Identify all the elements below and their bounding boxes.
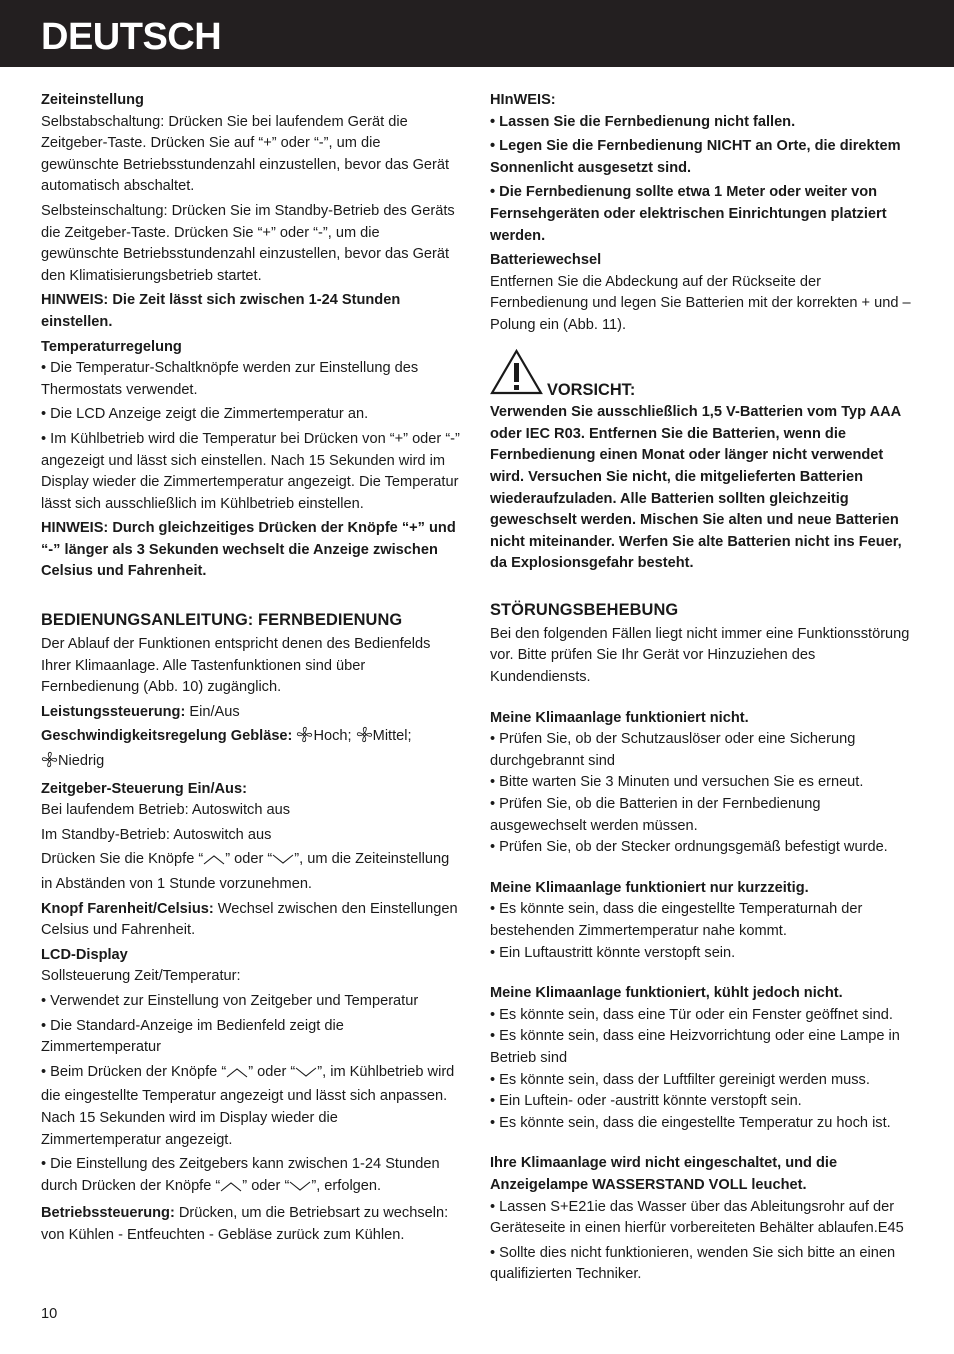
- chevron-down-icon: [272, 852, 294, 874]
- timer-line-2: Im Standby-Betrieb: Autoswitch aus: [41, 826, 272, 843]
- zeit-paragraph-2: Selbsteinschaltung: Drücken Sie im Standby-Betrieb des Geräts die Zeitgeber-Taste. Drücken Sie “+” oder “-”, um die gewünschte Betriebsstundenzahl einzustellen, bevor das Gerät den Klimatisierungsbetrieb startet.: [41, 202, 455, 284]
- problem-3-bullet: • Es könnte sein, dass die eingestellte Temperatur zu hoch ist.: [490, 1114, 891, 1131]
- problem-2-bullet: • Es könnte sein, dass die eingestellte Temperaturnah der bestehenden Zimmertemperatur nahe kommt.: [490, 901, 863, 939]
- language-title: DEUTSCH: [41, 16, 222, 58]
- fc-value: Wechsel zwischen den Einstellungen Celsius und Fahrenheit.: [41, 900, 458, 939]
- lcd-bullet-3: [41, 1062, 461, 1151]
- temp-heading: Temperaturregelung: [41, 338, 182, 355]
- problem-1-bullet: • Prüfen Sie, ob der Stecker ordnungsgemäß befestigt wurde.: [490, 839, 888, 856]
- right-column: [490, 90, 915, 1289]
- hinweis-bullet-3: • Die Fernbedienung sollte etwa 1 Meter oder weiter von Fernsehgeräten oder elektrischen Einrichtungen platziert werden.: [490, 184, 887, 244]
- left-column: [41, 90, 461, 1250]
- zeit-heading: Zeiteinstellung: [41, 92, 144, 108]
- chevron-down-icon: [289, 1179, 311, 1201]
- temp-bullet-1: • Die Temperatur-Schaltknöpfe werden zur Einstellung des Thermostats verwendet.: [41, 360, 419, 398]
- mode-line: [41, 1203, 461, 1246]
- battery-text: Entfernen Sie die Abdeckung auf der Rückseite der Fernbedienung und legen Sie Batterien mit der korrekten + und – Polung ein (Abb. 11).: [490, 273, 911, 333]
- lcd-b4-text-b: ” oder “: [242, 1177, 290, 1194]
- mode-value: Drücken, um die Betriebsart zu wechseln: von Kühlen - Entfeuchten - Gebläse zurück zum Kühlen.: [41, 1205, 449, 1243]
- problem-1-bullet: • Bitte warten Sie 3 Minuten und versuchen Sie es erneut.: [490, 774, 864, 791]
- lcd-line-1: Sollsteuerung Zeit/Temperatur:: [41, 968, 241, 985]
- problem-3-heading: Meine Klimaanlage funktioniert, kühlt jedoch nicht.: [490, 985, 843, 1002]
- fan-label: Geschwindigkeitsregelung Gebläse:: [41, 728, 297, 745]
- temp-bullet-3: • Im Kühlbetrieb wird die Temperatur bei Drücken von “+” oder “-” angezeigt und lässt sich einstellen. Nach 15 Sekunden wird im Display wieder die Zimmertemperatur angezeigt. Die Temperatur lässt sich ausschließlich im Kühlbetrieb einstellen.: [41, 430, 460, 512]
- caution-header: [490, 349, 915, 403]
- problem-2-bullet: • Ein Luftaustritt könnte verstopft sein.: [490, 944, 736, 961]
- problem-4-bullet: • Sollte dies nicht funktionieren, wenden Sie sich bitte an einen qualifizierten Techniker.: [490, 1244, 896, 1283]
- timer-text-b: ” oder “: [225, 851, 273, 868]
- fan-high-label: Hoch;: [313, 728, 356, 745]
- power-label: Leistungssteuerung:: [41, 703, 186, 720]
- zeit-note: HINWEIS: Die Zeit lässt sich zwischen 1-24 Stunden einstellen.: [41, 292, 401, 330]
- fan-mid-label: Mittel;: [372, 728, 412, 745]
- timer-line-3: [41, 849, 461, 895]
- zeit-paragraph-1: Selbstabschaltung: Drücken Sie bei laufendem Gerät die Zeitgeber-Taste. Drücken Sie auf “+” oder “-”, um die gewünschte Betriebsstundenzahl einzustellen, bevor das Gerät automatisch abschaltet.: [41, 113, 450, 195]
- fan-icon: [41, 751, 58, 776]
- timer-text-c: ”, um die Zeiteinstellung in Abständen von 1 Stunde vorzunehmen.: [41, 851, 450, 892]
- lcd-bullet-4: [41, 1154, 461, 1200]
- fan-speed-line: [41, 726, 461, 775]
- problem-3-bullet: • Es könnte sein, dass eine Tür oder ein Fenster geöffnet sind.: [490, 1006, 893, 1023]
- problem-4-heading: Ihre Klimaanlage wird nicht eingeschaltet, und die Anzeigelampe WASSERSTAND VOLL leuchet.: [490, 1155, 838, 1193]
- chevron-up-icon: [203, 852, 225, 874]
- caution-text: Verwenden Sie ausschließlich 1,5 V-Batterien vom Typ AAA oder IEC R03. Entfernen Sie die Batterien, wenn die Fernbedienung einen Monat oder länger nicht verwendet wird. Versuchen Sie nicht, die mitgelieferten Batterien wiederaufzuladen. Alle Batterien sollten gleichzeitig geweschselt werden. Mischen Sie alten und neue Batterien nicht miteinander. Werfen Sie alte Batterien nicht ins Feuer, da Explosionsgefahr besteht.: [490, 404, 902, 572]
- lcd-bullet-2: • Die Standard-Anzeige im Bedienfeld zeigt die Zimmertemperatur: [41, 1017, 344, 1056]
- temp-note: HINWEIS: Durch gleichzeitiges Drücken der Knöpfe “+” und “-” länger als 3 Sekunden wechselt die Anzeige zwischen Celsius und Fahrenheit.: [41, 520, 456, 580]
- header-bar: [0, 0, 954, 67]
- lcd-b3-text-b: ” oder “: [248, 1063, 296, 1080]
- fan-icon: [356, 726, 373, 751]
- problem-2-heading: Meine Klimaanlage funktioniert nur kurzzeitig.: [490, 879, 809, 896]
- battery-heading: Batteriewechsel: [490, 252, 602, 269]
- timer-line-1: Bei laufendem Betrieb: Autoswitch aus: [41, 802, 291, 819]
- problem-3-bullet: • Es könnte sein, dass eine Heizvorrichtung oder eine Lampe in Betrieb sind: [490, 1028, 900, 1066]
- problem-1-heading: Meine Klimaanlage funktioniert nicht.: [490, 709, 749, 726]
- chevron-down-icon: [295, 1065, 317, 1087]
- caution-label: VORSICHT:: [547, 381, 636, 400]
- chevron-up-icon: [220, 1179, 242, 1201]
- fc-line: [41, 899, 461, 942]
- lcd-b4-text-a: • Die Einstellung des Zeitgebers kann zwischen 1-24 Stunden durch Drücken der Knöpfe “: [41, 1156, 440, 1194]
- timer-heading: Zeitgeber-Steuerung Ein/Aus:: [41, 780, 247, 797]
- remote-section-heading: BEDIENUNGSANLEITUNG: FERNBEDIENUNG: [41, 611, 403, 630]
- page-number: 10: [41, 1306, 58, 1322]
- problem-3-bullet: • Ein Luftein- oder -austritt könnte verstopft sein.: [490, 1093, 802, 1110]
- temp-bullet-2: • Die LCD Anzeige zeigt die Zimmertemperatur an.: [41, 406, 369, 423]
- mode-label: Betriebssteuerung:: [41, 1205, 175, 1222]
- trouble-section-heading: STÖRUNGSBEHEBUNG: [490, 600, 679, 619]
- problem-1-bullet: • Prüfen Sie, ob die Batterien in der Fernbedienung ausgewechselt werden müssen.: [490, 796, 821, 834]
- chevron-up-icon: [226, 1065, 248, 1087]
- fan-low-label: Niedrig: [58, 753, 105, 770]
- remote-intro: Der Ablauf der Funktionen entspricht denen des Bedienfelds Ihrer Klimaanlage. Alle Tastenfunktionen sind über Fernbedienung (Abb. 10) zugänglich.: [41, 636, 431, 696]
- hinweis-heading: HInWEIS:: [490, 92, 556, 108]
- fc-label: Knopf Farenheit/Celsius:: [41, 900, 214, 917]
- lcd-heading: LCD-Display: [41, 946, 128, 963]
- lcd-b3-text-a: • Beim Drücken der Knöpfe “: [41, 1063, 227, 1080]
- power-value: Ein/Aus: [185, 703, 240, 720]
- fan-icon: [296, 726, 313, 751]
- problem-4-bullet: • Lassen S+E21ie das Wasser über das Ableitungsrohr auf der Geräteseite in einen hierfür vorbereiteten Behälter ablaufen.E45: [490, 1198, 904, 1237]
- lcd-b3-text-c: ”, im Kühlbetrieb wird die eingestellte Temperatur angezeigt und lässt sich anpassen. Nach 15 Sekunden wird im Display wieder die Zimmertemperatur angezeigt.: [41, 1063, 455, 1148]
- timer-text-a: Drücken Sie die Knöpfe “: [41, 851, 204, 868]
- problem-3-bullet: • Es könnte sein, dass der Luftfilter gereinigt werden muss.: [490, 1071, 870, 1088]
- hinweis-bullet-1: • Lassen Sie die Fernbedienung nicht fallen.: [490, 113, 796, 130]
- lcd-b4-text-c: ”, erfolgen.: [311, 1177, 382, 1194]
- hinweis-bullet-2: • Legen Sie die Fernbedienung NICHT an Orte, die direktem Sonnenlicht ausgesetzt sind.: [490, 138, 901, 176]
- trouble-intro: Bei den folgenden Fällen liegt nicht immer eine Funktionsstörung vor. Bitte prüfen Sie Ihr Gerät vor Hinzuziehen des Kundendiensts.: [490, 625, 910, 686]
- power-control-line: [41, 702, 461, 724]
- lcd-bullet-1: • Verwendet zur Einstellung von Zeitgeber und Temperatur: [41, 992, 419, 1009]
- problem-1-bullet: • Prüfen Sie, ob der Schutzauslöser oder eine Sicherung durchgebrannt sind: [490, 731, 856, 769]
- warning-triangle-icon: [490, 349, 547, 403]
